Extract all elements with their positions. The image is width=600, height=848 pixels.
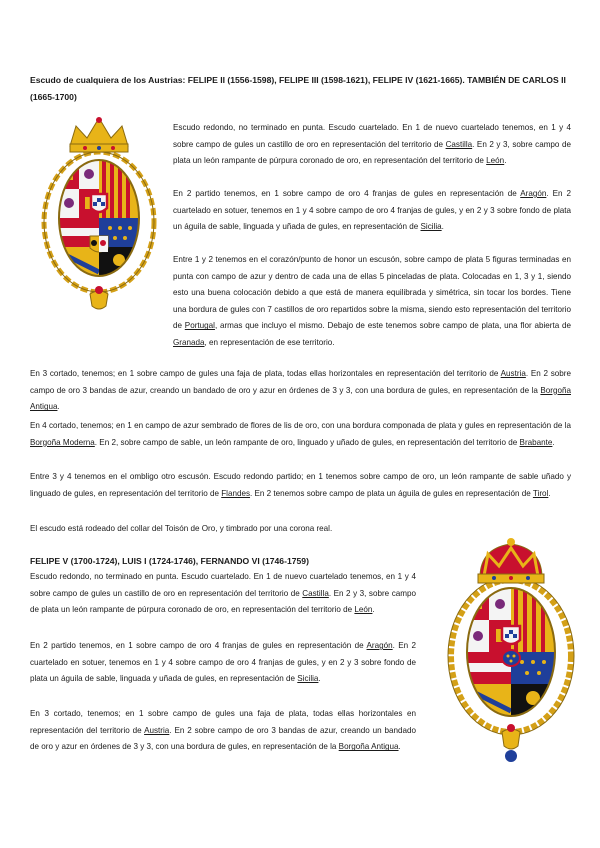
s1-paragraph-7: El escudo está rodeado del collar del Toisón de Oro, y timbrado por una corona real. — [30, 524, 333, 533]
s1-paragraph-6: Entre 3 y 4 tenemos en el ombligo otro escusón. Escudo redondo partido; en 1 tenemos sobre campo de oro, un león rampante de sable uñado y linguado de gules, en representación del territorio de Flandes. En 2 tenemos sobre campo de plata un águila de gules en representación de Tirol. — [30, 472, 571, 498]
s1-paragraph-4: En 3 cortado, tenemos; en 1 sobre campo de gules una faja de plata, todas ellas horizontales en representación del territorio de Austria. En 2 sobre campo de oro 3 bandas de azur, creando un bandado de oro y azur en órdenes de 3 y 3, con una bordura de gules, en representación de la Borgoña Antigua. — [30, 369, 571, 412]
s1-paragraph-3: Entre 1 y 2 tenemos en el corazón/punto de honor un escusón, sobre campo de plata 5 figuras terminadas en punta con campo de azur y dentro de cada una de ellas 5 pinceladas de plata. Colocadas en 1, 3 y 1, siendo esto una buena colocación debido a que está de manera equilibrada y simétrica, sin tocar los bordes. Tiene una bordura de gules con 7 castillos de oro repartidos sobre la misma, siendo esto representación del territorio de Portugal, armas que incluyo el mismo. Debajo de este tenemos sobre campo de plata, una flor abierta de Granada, en representación de ese territorio. — [173, 255, 571, 347]
link-castilla[interactable]: Castilla — [302, 588, 329, 598]
link-león[interactable]: León — [486, 156, 505, 166]
link-sicilia[interactable]: Sicilia — [297, 674, 319, 684]
s1-paragraph-2: En 2 partido tenemos, en 1 sobre campo de oro 4 franjas de gules en representación de Aragón. En 2 cuartelado en sotuer, tenemos en 1 y 4 sobre campo de oro 4 franjas de gules, y en 2 y 3 sobre fondo de plata un águila de sable, linguada y uñada de gules, en representación de Sicilia. — [173, 189, 571, 232]
link-aragón[interactable]: Aragón — [366, 641, 393, 650]
link-portugal[interactable]: Portugal — [184, 321, 215, 331]
link-brabante[interactable]: Brabante — [519, 437, 553, 447]
link-tirol[interactable]: Tirol — [532, 488, 549, 498]
coat-of-arms-austrias — [40, 112, 158, 322]
s2-paragraph-3: En 3 cortado, tenemos; en 1 sobre campo de gules una faja de plata, todas ellas horizontales en representación del territorio de Austria. En 2 sobre campo de oro 3 bandas de azur, creando un bandado de oro y azur en órdenes de 3 y 3, con una bordura de gules, en representación de la Borgoña Antigua. — [30, 709, 416, 752]
s1-paragraph-5: En 4 cortado, tenemos; en 1 en campo de azur sembrado de flores de lis de oro, con una bordura componada de plata y gules en representación de la Borgoña Moderna. En 2, sobre campo de sable, un león rampante de oro, linguado y uñado de gules, en representación del territorio de Brabante. — [30, 421, 571, 447]
link-borgoña-moderna[interactable]: Borgoña Moderna — [30, 437, 95, 447]
link-aragón[interactable]: Aragón — [520, 189, 547, 198]
s2-paragraph-1: Escudo redondo, no terminado en punta. Escudo cuartelado. En 1 de nuevo cuartelado tenemos, en 1 y 4 sobre campo de gules un castillo de oro en representación del territorio de Castilla. En 2 y 3, sobre campo de plata un león rampante de púrpura coronado de oro, en representación del territorio de León. — [30, 572, 416, 615]
link-austria[interactable]: Austria — [500, 369, 526, 378]
link-borgoña-antigua[interactable]: Borgoña Antigua — [338, 742, 399, 752]
s1-paragraph-1: Escudo redondo, no terminado en punta. Escudo cuartelado. En 1 de nuevo cuartelado tenemos, en 1 y 4 sobre campo de gules un castillo de oro en representación del territorio de Castilla. En 2 y 3, sobre campo de plata un león rampante de púrpura coronado de oro, en representación del territorio de León. — [173, 123, 571, 166]
section2-title: FELIPE V (1700-1724), LUIS I (1724-1746), FERNANDO VI (1746-1759) — [30, 556, 309, 566]
link-granada[interactable]: Granada — [173, 337, 205, 347]
coat-of-arms-borbon — [446, 534, 576, 769]
link-león[interactable]: León — [354, 605, 373, 615]
section1-title: Escudo de cualquiera de los Austrias: FELIPE II (1556-1598), FELIPE III (1598-1621), FELIPE IV (1621-1665). TAMBIÉN DE CARLOS II (1665-1700) — [30, 75, 566, 102]
s2-paragraph-2: En 2 partido tenemos, en 1 sobre campo de oro 4 franjas de gules en representación de Aragón. En 2 cuartelado en sotuer, tenemos en 1 y 4 sobre campo de oro 4 franjas de gules, y en 2 y 3 sobre fondo de plata un águila de sable, linguada y uñada de gules, en representación de Sicilia. — [30, 641, 416, 684]
link-sicilia[interactable]: Sicilia — [420, 222, 442, 232]
link-castilla[interactable]: Castilla — [445, 139, 473, 149]
link-borgoña-antigua[interactable]: Borgoña Antigua — [30, 385, 571, 412]
link-flandes[interactable]: Flandes — [221, 488, 251, 498]
link-austria[interactable]: Austria — [144, 725, 170, 735]
